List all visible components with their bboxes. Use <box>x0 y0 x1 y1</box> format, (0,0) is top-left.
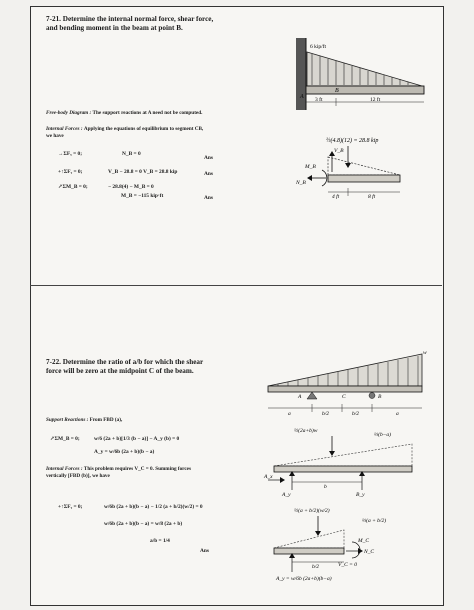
eq-sum-fy-left: +↑ΣFᵧ = 0; <box>58 504 83 510</box>
resultant-label: ½(a + b/2)(w/2) <box>294 508 330 514</box>
position-label: ⅓(b−a) <box>374 432 391 438</box>
point-b-label: B <box>378 394 382 400</box>
mc-label: M_C <box>358 538 369 544</box>
load-outline <box>274 444 412 466</box>
internal-forces-text: This problem requires V_C = 0. Summing forces <box>83 466 192 472</box>
internal-forces-text-2: vertically [FBD (b)], we have <box>46 473 110 479</box>
problem-7-22-statement <box>46 358 203 375</box>
internal-forces-text: Applying the equations of equilibrium to segment CB, <box>83 126 204 132</box>
beam <box>306 86 424 94</box>
nc-label: N_C <box>364 549 375 555</box>
statement-line-1: Determine the internal normal force, shear force, <box>62 15 214 23</box>
statement-line-2: and bending moment in the beam at point B. <box>46 23 183 32</box>
span-b-label: b <box>324 484 327 490</box>
vc-label: V_C = 0 <box>338 562 357 568</box>
figure-7-21-fbd <box>288 130 438 202</box>
figure-7-21-beam <box>290 30 440 112</box>
mb-label: M_B <box>305 164 316 170</box>
resultant-arrowhead <box>345 163 351 168</box>
answer-label: Ans <box>204 195 213 201</box>
answer-label: Ans <box>200 548 209 554</box>
problem-7-21-statement <box>46 15 213 32</box>
internal-forces-heading: Internal Forces : <box>46 126 83 132</box>
figure-7-22-fbd-a <box>262 422 432 498</box>
eq-sum-fy-right: V_B − 28.8 = 0 V_B = 28.8 kip <box>108 169 178 175</box>
beam-segment <box>274 548 344 554</box>
nc-arrowhead <box>358 548 363 554</box>
dim-8ft: 8 ft <box>368 194 376 200</box>
eq-sum-fy-left: +↑ΣFᵧ = 0; <box>58 169 83 175</box>
vb-label: V_B <box>334 148 344 154</box>
triangular-load <box>307 52 422 86</box>
w-label: w <box>423 350 427 356</box>
free-body-diagram-note <box>46 110 202 116</box>
eq-sum-fx-left: →ΣFₓ = 0; <box>58 151 83 157</box>
figure-7-22-beam <box>262 348 440 418</box>
roller-support-b <box>369 393 375 399</box>
support-reactions-note <box>46 417 122 423</box>
eq-sum-fx-right: N_B = 0 <box>122 151 141 157</box>
nb-label: N_B <box>296 180 306 186</box>
eq-ay-result: A_y = w/6b (2a + b)(b − a) <box>94 449 155 455</box>
beam <box>274 466 412 472</box>
statement-line-1: Determine the ratio of a/b for which the shear <box>62 358 204 366</box>
internal-forces-note <box>46 126 203 132</box>
dim-12ft: 12 ft <box>370 97 381 103</box>
segment-load <box>328 157 400 175</box>
fbd-heading: Free-body Diagram : <box>46 110 92 116</box>
statement-line-2: force will be zero at the midpoint C of the beam. <box>46 366 194 375</box>
internal-forces-note <box>46 466 191 472</box>
resultant-arrowhead <box>329 451 335 456</box>
dim-a-left: a <box>288 411 291 417</box>
resultant-force-label: ½(4.8)(12) = 28.8 kip <box>326 138 379 144</box>
point-a-label: A <box>298 394 302 400</box>
problem-number: 7-22. <box>46 358 61 366</box>
ax-arrowhead <box>280 477 285 483</box>
eq-mb-result: M_B = −115 kip·ft <box>121 193 164 199</box>
load-outline <box>274 530 344 548</box>
eq-line-3: a/b = 1/4 <box>150 538 170 544</box>
support-reactions-text: From FBD (a), <box>89 417 123 423</box>
load-intensity-label: 6 kip/ft <box>310 44 327 50</box>
fbd-text: The support reactions at A need not be computed. <box>92 110 203 116</box>
dim-b2-left: b/2 <box>322 411 330 417</box>
eq-sum-mb-left: ↗ΣM_B = 0; <box>50 436 80 442</box>
position-label: ⅓(a + b/2) <box>362 518 387 524</box>
eq-sum-mb-right: − 28.8(4) − M_B = 0 <box>108 184 154 190</box>
beam <box>268 386 422 392</box>
dim-3ft: 3 ft <box>315 97 323 103</box>
normal-arrowhead <box>307 175 312 181</box>
point-b-label: B <box>335 88 339 94</box>
answer-label: Ans <box>204 171 213 177</box>
eq-sum-mb-right: w/6 (2a + b)[1/3 (b − a)] − A_y (b) = 0 <box>94 436 180 442</box>
support-reactions-heading: Support Reactions : <box>46 417 89 423</box>
linear-load <box>268 354 422 386</box>
dim-a-right: a <box>396 411 399 417</box>
eq-sum-mb-left: ↗ΣM_B = 0; <box>58 184 88 190</box>
dim-b2-label: b/2 <box>312 564 320 570</box>
problem-number: 7-21. <box>46 15 61 23</box>
eq-line-1: w/6b (2a + b)(b − a) − 1/2 (a + b/2)(w/2) = 0 <box>104 504 203 510</box>
internal-forces-text-2: we have <box>46 133 64 139</box>
pin-support-a <box>307 392 317 399</box>
segment-beam <box>328 175 400 182</box>
dim-b2-right: b/2 <box>352 411 360 417</box>
resultant-arrowhead <box>315 531 321 536</box>
figure-7-22-fbd-b <box>262 500 432 584</box>
problem-divider <box>30 285 442 286</box>
internal-forces-heading: Internal Forces : <box>46 466 83 472</box>
point-a-label: A <box>300 94 304 100</box>
resultant-label: ½(2a+b)w <box>294 428 318 434</box>
ax-label: A_x <box>264 474 273 480</box>
answer-label: Ans <box>204 155 213 161</box>
ay-label: A_y <box>282 492 291 498</box>
by-label: B_y <box>356 492 365 498</box>
point-c-label: C <box>342 394 346 400</box>
ay-value-label: A_y = w/6b (2a+b)(b−a) <box>276 576 332 582</box>
dim-4ft: 4 ft <box>332 194 340 200</box>
eq-line-2: w/6b (2a + b)(b − a) = w/8 (2a + b) <box>104 521 183 527</box>
